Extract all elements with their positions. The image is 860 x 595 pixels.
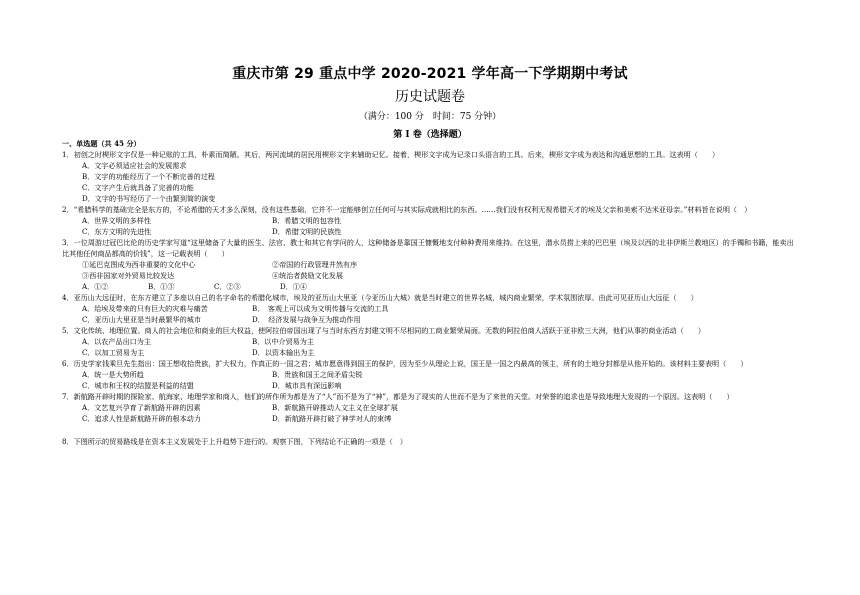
question-2-option-a: A．世界文明的多样性 — [82, 216, 151, 225]
question-list — [62, 138, 800, 447]
exam-subtitle: 历史试题卷 — [395, 89, 465, 105]
exam-meta: （满分：100 分 时间：75 分钟） — [358, 112, 502, 122]
question-6-option-b: B．贵族和国王之间矛盾尖锐 — [272, 370, 363, 379]
question-5-options-row-1 — [62, 336, 800, 347]
question-4-options-row-2 — [62, 314, 800, 325]
question-3-item-3: ③西非国家对外贸易比较发达 — [82, 271, 175, 280]
question-7-option-a: A．文艺复兴孕育了新航路开辟的因素 — [82, 403, 201, 412]
question-7-options-row-1 — [62, 402, 800, 413]
question-1-stem: 1．初创之时楔形文字仅是一种记账的工具，朴素而简陋。其后，两河流域的居民用楔形文字来辅助记忆。接着，楔形文字成为记录口头语言的工具。后来，楔形文字成为表达和沟通思想的工具。这表明（ ） — [62, 150, 720, 159]
question-6-options-row-2 — [62, 380, 800, 391]
question-3-items-row-1 — [62, 259, 800, 270]
question-2-options-row-2 — [62, 226, 800, 237]
question-7-option-d: D．新航路开辟打破了神学对人的束缚 — [272, 414, 392, 423]
question-4-option-c: C．亚历山大里亚是当时最繁华的城市 — [82, 315, 201, 324]
question-3-stem: 3．一位周游过冠巴比伦的历史学家写道“这里储备了大量的医生、法官、教士和其它有学问的人，这种储备是靠国王慷慨地支付种种费用来维持。在这里，潜水员捞上来的巴巴里（埃及以西的北非伊斯兰教地区）的手镯和书籍，能卖出比其他任何商品都高的价钱”，这一记载表明（ ） — [62, 238, 794, 258]
question-2-option-b: B．希腊文明的包容性 — [272, 216, 342, 225]
question-4-options-row-1 — [62, 303, 800, 314]
question-2-option-d: D．希腊文明的民族性 — [272, 227, 342, 236]
question-3-option-a: A．①② — [82, 282, 109, 291]
part-heading: 第 I 卷（选择题） — [393, 130, 467, 140]
question-6-option-d: D．城市具有深远影响 — [272, 381, 342, 390]
question-5-option-a: A．以农产品出口为主 — [82, 337, 151, 346]
question-4-option-b: B． 客观上可以成为文明传播与交流的工具 — [252, 304, 389, 313]
question-2-stem: 2．“希腊科学的基础完全是东方的，不论希腊的天才多么深刻，没有这些基础，它并不一定能够创立任何可与其实际成就相比的东西。……我们没有权利无视希腊天才的埃及父亲和美索不达米亚母亲。”材料旨在说明（ ） — [62, 205, 752, 214]
question-6-option-c: C．城市和王权的结盟是利益的结盟 — [82, 381, 194, 390]
question-4-stem: 4．亚历山大远征时，在东方建立了多座以自己的名字命名的希腊化城市，埃及的亚历山大里亚（今亚历山大城）就是当时建立的世界名城，城内商业繁荣，学术氛围浓厚。由此可见亚历山大远征（ ） — [62, 293, 698, 302]
question-6-options-row-1 — [62, 369, 800, 380]
question-7-stem: 7．新航路开辟时期的探险家、航海家、地理学家和商人，他们的所作所为都是为了“人”而不是为了“神”，都是为了现实的人世而不是为了来世的天堂。对荣誉的追求也是导致地理大发现的一个原因。这表明（ ） — [62, 392, 734, 401]
question-1-option-b: B．文字的功能经历了一个不断完善的过程 — [82, 172, 215, 181]
question-5-option-c: C．以加工贸易为主 — [82, 348, 145, 357]
question-7-option-c: C．追求人性是新航路开辟的根本动力 — [82, 414, 201, 423]
question-2-options-row-1 — [62, 215, 800, 226]
section-heading: 一、单选题（共 45 分） — [62, 139, 141, 148]
question-3-option-c: C．②③ — [214, 282, 241, 291]
question-1-option-c: C．文字产生后就具备了完善的功能 — [82, 183, 194, 192]
question-3-option-d: D．①④ — [280, 282, 307, 291]
question-4-option-d: D． 经济发展与战争互为推动作用 — [252, 315, 361, 324]
question-6-stem: 6．历史学家钱乘旦先生指出：国王想收拾贵族，扩大权力，作真正的一国之君；城市愿意得到国王的保护，因为至少从理论上说，国王是一国之内最高的领主，所有的土地分封都是从他开始的。该材料主要表明（ ） — [62, 359, 748, 368]
question-7-options-row-2 — [62, 413, 800, 424]
question-3-item-4: ④统治者鼓励文化发展 — [272, 271, 343, 280]
question-3-option-b: B．①③ — [148, 282, 175, 291]
question-1-option-d: D．文字的书写经历了一个由繁到简的演变 — [82, 194, 216, 203]
question-8-stem: 8．下图所示的贸易路线是在资本主义发展处于上升趋势下进行的。观察下图，下列结论不正确的一项是（ ） — [62, 437, 408, 446]
question-2-option-c: C．东方文明的先进性 — [82, 227, 152, 236]
question-6-option-a: A．统一是大势所趋 — [82, 370, 144, 379]
question-3-item-1: ①延巴克图成为西非重要的文化中心 — [82, 260, 196, 269]
question-5-stem: 5．文化传统、地理位置。商人的社会地位和商业的巨大权益，使阿拉伯帝国出现了与当时东西方封建文明不尽相同的工商业繁荣局面。无数的阿拉伯商人活跃于亚非欧三大洲，他们从事的商业活动（ ） — [62, 326, 705, 335]
question-5-option-d: D．以资本输出为主 — [252, 348, 315, 357]
question-5-options-row-2 — [62, 347, 800, 358]
spacer — [62, 424, 800, 436]
question-5-option-b: B．以中介贸易为主 — [252, 337, 314, 346]
question-4-option-a: A．给埃及带来的只有巨大的灾难与痛苦 — [82, 304, 208, 313]
question-7-option-b: B．新航路开辟推动人文主义在全球扩展 — [272, 403, 398, 412]
question-3-item-2: ②帝国的行政管理井然有序 — [272, 260, 358, 269]
question-1-option-a: A．文字必须适应社会的发展需求 — [82, 161, 187, 170]
question-3-items-row-2 — [62, 270, 800, 281]
exam-title: 重庆市第 29 重点中学 2020-2021 学年高一下学期期中考试 — [232, 66, 628, 82]
question-3-options-row — [62, 281, 800, 292]
